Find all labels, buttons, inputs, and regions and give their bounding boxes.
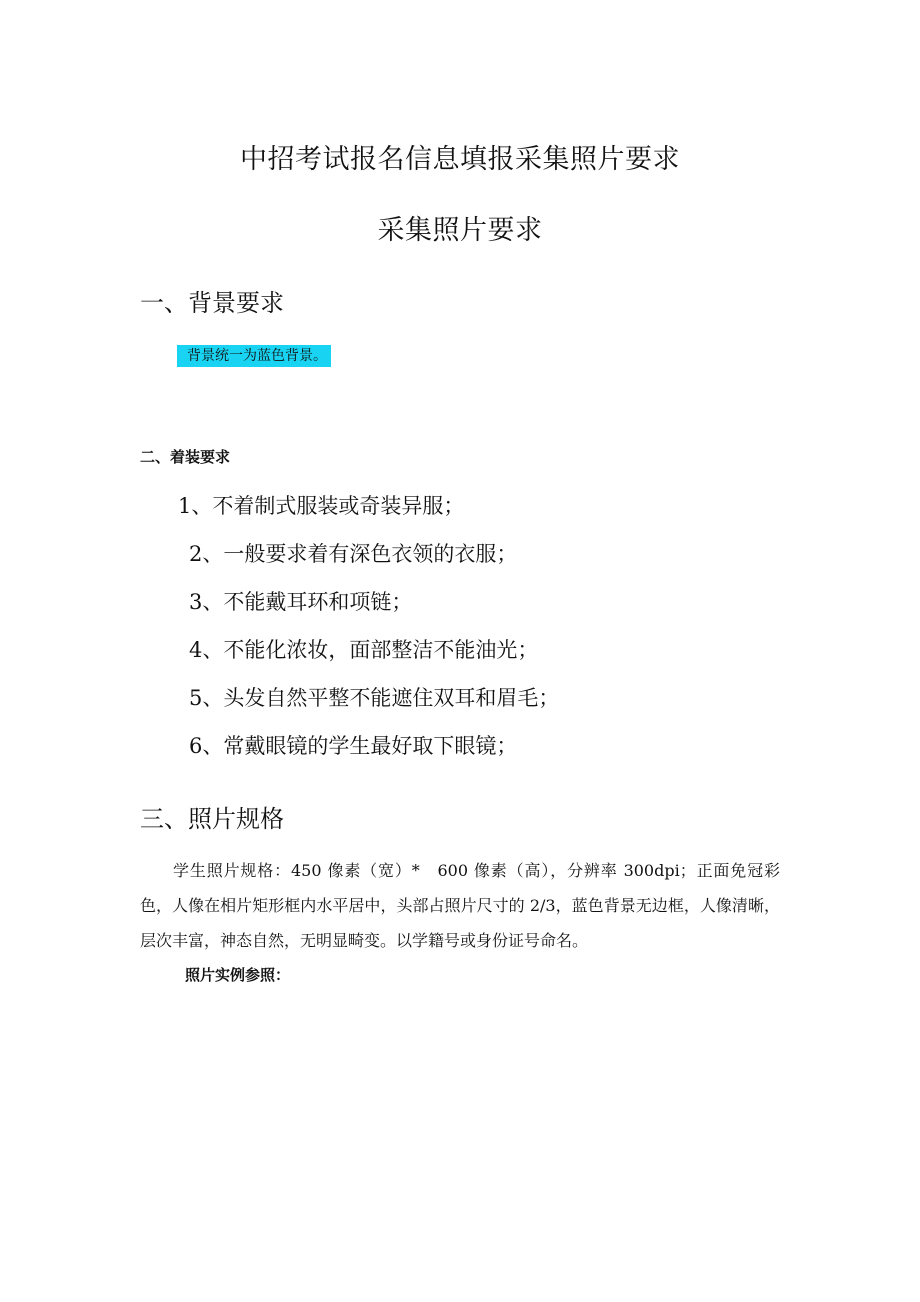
document-title: 中招考试报名信息填报采集照片要求 — [240, 144, 680, 175]
example-label: 照片实例参照： — [185, 966, 291, 984]
document-subtitle: 采集照片要求 — [377, 215, 543, 246]
spec-paragraph: 学生照片规格：450 像素（宽）* 600 像素（高），分辨率 300dpi；正面免冠彩色，人像在相片矩形框内水平居中，头部占照片尺寸的 2/3，蓝色背景无边框，人像清晰，层次丰富，神态自然，无明显畸变。以学籍号或身份证号命名。 — [140, 861, 780, 950]
background-note-highlight: 背景统一为蓝色背景。 — [177, 345, 331, 367]
attire-item: 4、不能化浓妆，面部整洁不能油光； — [189, 638, 539, 662]
attire-item: 2、一般要求着有深色衣领的衣服； — [189, 542, 518, 566]
background-heading: 一、背景要求 — [140, 289, 284, 317]
attire-item: 6、常戴眼镜的学生最好取下眼镜； — [189, 734, 518, 758]
spec-heading: 三、照片规格 — [140, 805, 284, 833]
attire-item: 1、不着制式服装或奇装异服； — [178, 494, 465, 518]
attire-heading: 二、着装要求 — [140, 448, 231, 466]
attire-item: 5、头发自然平整不能遮住双耳和眉毛； — [189, 686, 560, 710]
attire-item: 3、不能戴耳环和项链； — [189, 590, 413, 614]
